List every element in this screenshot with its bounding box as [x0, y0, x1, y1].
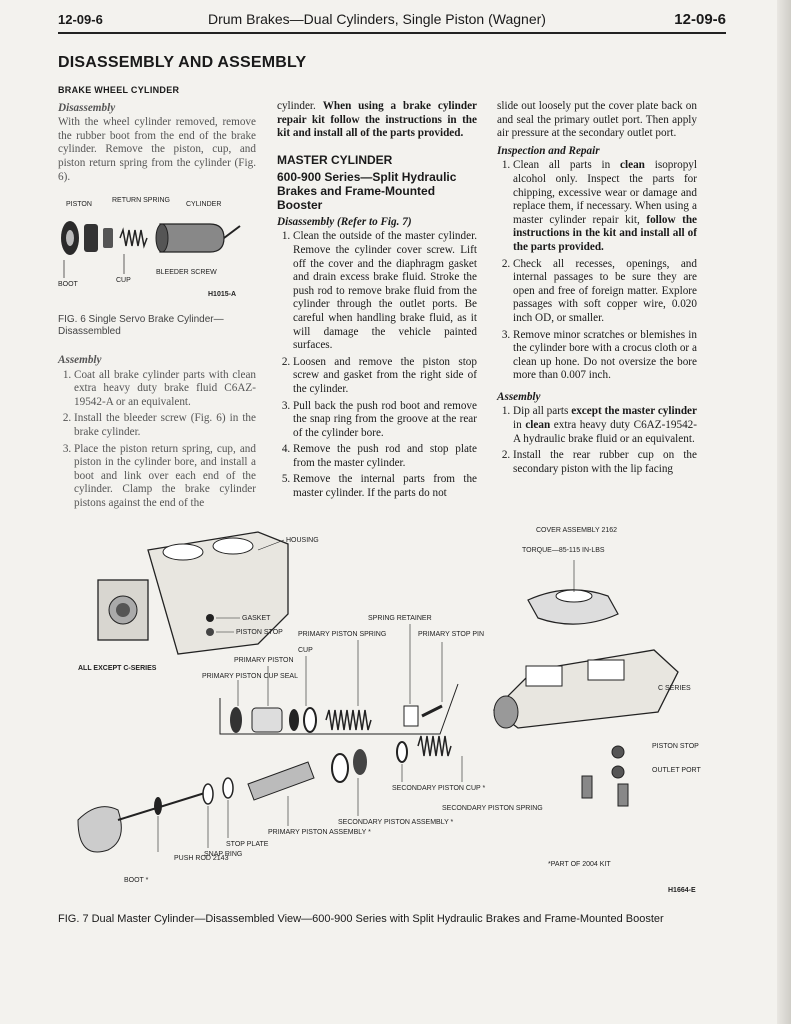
list-item: 1. Clean the outside of the master cylinder. Remove the cylinder cover screw. Lift off the cover and the diaphragm gasket and drain excess brake fluid. Stroke the push rod to remove brake fluid from the cylinder through the outlet ports. Be careful when handling brake fluid, as it will damage the vehicle painted surfaces. [293, 230, 477, 352]
column-2 [277, 100, 477, 504]
fig6-cup-shape [103, 228, 113, 248]
fig7-label-boot: BOOT * [124, 877, 149, 884]
page-header [58, 10, 726, 34]
fig6-label-piston: PISTON [66, 201, 92, 208]
fig7-label-piston-stop-right: PISTON STOP [652, 743, 699, 750]
col3-intro: slide out loosely put the cover plate back on and seal the primary outlet port. Then apply air pressure at the secondary outlet port. [497, 100, 697, 140]
fig7-master-cylinder-diagram [58, 520, 726, 900]
fig6-label-cup: CUP [116, 277, 131, 284]
list-item: 5. Remove the internal parts from the master cylinder. If the parts do not [293, 473, 477, 500]
fig6-piston-shape [84, 224, 98, 252]
column-1-assembly [58, 350, 256, 514]
inspection-list [497, 159, 697, 383]
list-item: 3. Remove minor scratches or blemishes in the cylinder bore with a crocus cloth or a clean up hone. Do not oversize the bore more than 0.007 inch. [513, 329, 697, 383]
fig6-cylinder-bore [156, 224, 168, 252]
fig7-label-primary-piston: PRIMARY PISTON [234, 657, 294, 664]
master-cylinder-heading: MASTER CYLINDER [277, 152, 393, 167]
list-item: 2. Check all recesses, openings, and internal passages to be sure they are open and free of foreign matter. Explore passages with soft copper wire, 0.020 inch OD, or smaller. [513, 258, 697, 326]
fig7-label-outlet-port: OUTLET PORT [652, 767, 701, 774]
fig7-label-housing: HOUSING [286, 537, 319, 544]
inspection-1-bold2: follow the instructions in the kit and install all of the parts provided. [513, 213, 698, 253]
page-edge [777, 0, 791, 1024]
col2-intro-bold: When using a brake cylinder repair kit follow the instructions in the kit and install all of the parts provided. [277, 100, 478, 140]
fig7-label-snap-ring: SNAP RING [204, 851, 243, 858]
running-title: Drum Brakes—Dual Cylinders, Single Piston (Wagner) [208, 11, 546, 27]
list-item [513, 159, 697, 254]
fig7-primary-piston-parts [230, 706, 442, 733]
list-item: 3. Place the piston return spring, cup, and piston in the cylinder bore, and install a boot and link over each end of the cylinder. Clamp the brake cylinder pistons against the end of the [74, 443, 256, 511]
fig7-label-stop-plate: STOP PLATE [226, 841, 269, 848]
fig7-label-primary-piston-spring: PRIMARY PISTON SPRING [298, 631, 387, 638]
col2-intro-plain: cylinder. [277, 100, 316, 112]
master-assembly-list [497, 405, 697, 476]
list-item: 3. Pull back the push rod boot and remove the snap ring from the groove at the rear of the cylinder bore. [293, 400, 477, 441]
fig7-label-primary-piston-cup-seal: PRIMARY PISTON CUP SEAL [202, 673, 298, 680]
column-3 [497, 100, 697, 479]
fig7-label-cup: CUP [298, 647, 313, 654]
list-item: 2. Loosen and remove the piston stop screw and gasket from the right side of the cylinder. [293, 356, 477, 397]
master-cylinder-subheading: 600-900 Series—Split Hydraulic Brakes and Frame-Mounted Booster [277, 169, 457, 212]
fig6-label-cylinder: CYLINDER [186, 201, 222, 208]
fig7-lower-assembly-parts [78, 736, 451, 852]
fig7-gasket-shape [206, 614, 214, 622]
fig6-label-bleeder: BLEEDER SCREW [156, 269, 217, 276]
fig6-code: H1015-A [208, 291, 237, 298]
list-item: 4. Remove the push rod and stop plate from the master cylinder. [293, 443, 477, 470]
list-item: 1. Coat all brake cylinder parts with clean extra heavy duty brake fluid C6AZ-19542-A or an equivalent. [74, 369, 256, 410]
fig7-label-secondary-piston-spring: SECONDARY PISTON SPRING [442, 805, 543, 812]
fig7-label-push-rod: PUSH ROD 2143 [174, 855, 229, 862]
disassembly-subhead: Disassembly [58, 101, 116, 114]
assembly-1-bold: except the master cylinder [571, 405, 697, 418]
list-item: 2. Install the rear rubber cup on the secondary piston with the lip facing [513, 449, 697, 476]
fig7-label-piston-stop: PISTON STOP [236, 629, 283, 636]
inspection-1-post: isopropyl alcohol only. Inspect the parts for chipping, excessive wear or damage and replace them, if necessary. When using a master cylinder repair kit, [513, 159, 697, 226]
fig6-wheel-cylinder-diagram [58, 190, 258, 310]
list-item [513, 405, 697, 446]
fig7-kit-note: *PART OF 2004 KIT [548, 861, 611, 868]
fig7-label-spring-retainer: SPRING RETAINER [368, 615, 432, 622]
fig7-label-gasket: GASKET [242, 615, 271, 622]
assembly-1-post: in [513, 419, 526, 432]
wheel-cyl-disassembly-text: With the wheel cylinder removed, remove the rubber boot from the end of the brake cylinder. Remove the piston, cup, and piston return spring from the cylinder (Fig. 6). [58, 116, 256, 183]
page-number-left: 12-09-6 [58, 12, 103, 27]
page-number-right: 12-09-6 [674, 11, 726, 28]
wheel-cylinder-heading: BRAKE WHEEL CYLINDER [58, 85, 180, 95]
fig6-bleeder-line [224, 226, 240, 238]
column-1 [58, 84, 256, 186]
fig7-label-torque: TORQUE—85-115 IN-LBS [522, 547, 605, 554]
fig7-label-primary-stop-pin: PRIMARY STOP PIN [418, 631, 485, 638]
fig6-label-boot: BOOT [58, 281, 78, 288]
master-assembly-subhead: Assembly [497, 390, 541, 403]
fig6-label-return-spring: RETURN SPRING [112, 197, 170, 204]
fig7-label-cover-assembly: COVER ASSEMBLY 2162 [536, 527, 618, 534]
master-disassembly-subhead: Disassembly (Refer to Fig. 7) [277, 215, 412, 228]
fig7-c-series-parts [494, 560, 678, 806]
fig7-label-c-series: C SERIES [658, 685, 691, 692]
col2-intro [277, 100, 477, 141]
fig7-label-primary-piston-assembly: PRIMARY PISTON ASSEMBLY * [268, 829, 371, 836]
fig7-caption: FIG. 7 Dual Master Cylinder—Disassembled View—600-900 Series with Split Hydraulic Brakes and Frame-Mounted Booster [58, 913, 664, 925]
assembly-1-bold2: clean [525, 419, 551, 432]
fig7-code: H1664-E [668, 887, 696, 894]
fig6-spring-shape [120, 230, 147, 246]
wheel-cyl-assembly-list [58, 369, 256, 511]
list-item: 2. Install the bleeder screw (Fig. 6) in the brake cylinder. [74, 412, 256, 439]
inspection-1-bold: clean [620, 159, 645, 172]
inspection-subhead: Inspection and Repair [497, 144, 600, 157]
fig7-piston-stop-shape [206, 628, 214, 636]
inspection-1-pre: Clean all parts in [513, 159, 621, 172]
fig6-caption: FIG. 6 Single Servo Brake Cylinder—Disassembled [58, 314, 224, 337]
fig7-label-secondary-piston-assembly: SECONDARY PISTON ASSEMBLY * [338, 819, 454, 826]
fig7-label-all-except: ALL EXCEPT C-SERIES [78, 665, 157, 672]
fig7-label-secondary-piston-cup: SECONDARY PISTON CUP * [392, 785, 486, 792]
assembly-subhead: Assembly [58, 354, 102, 366]
main-heading: DISASSEMBLY AND ASSEMBLY [58, 54, 307, 71]
assembly-1-post2: extra heavy duty C6AZ-19542-A hydraulic brake fluid or an equivalent. [513, 419, 697, 445]
assembly-1-pre: Dip all parts [513, 405, 572, 418]
fig6-cylinder-shape [160, 224, 224, 252]
master-disassembly-list [277, 230, 477, 500]
fig6-boot-hole [66, 230, 74, 246]
